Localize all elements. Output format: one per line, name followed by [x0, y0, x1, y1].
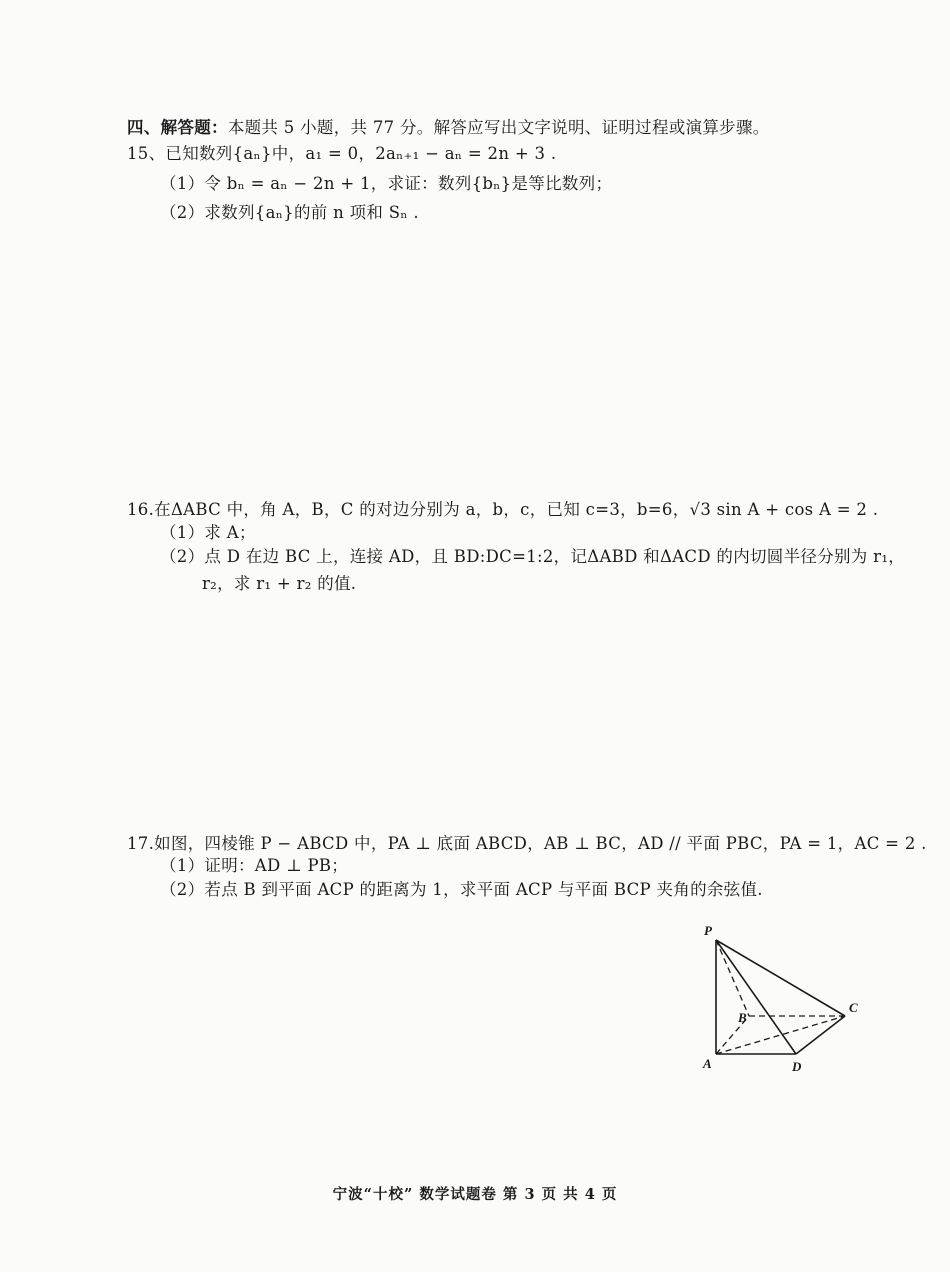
- q16-part1: （1）求 A；: [160, 523, 256, 542]
- label-b: B: [738, 1010, 747, 1025]
- label-d: D: [792, 1059, 802, 1074]
- q17-part2: （2）若点 B 到平面 ACP 的距离为 1，求平面 ACP 与平面 BCP 夹角的余弦值.: [160, 880, 763, 899]
- q15-stem: 15、已知数列{aₙ}中，a₁ = 0，2aₙ₊₁ − aₙ = 2n + 3 .: [127, 144, 557, 163]
- label-c: C: [849, 1000, 858, 1015]
- label-a: A: [703, 1056, 712, 1071]
- q15-part1: （1）令 bₙ = aₙ − 2n + 1，求证：数列{bₙ}是等比数列；: [160, 174, 613, 193]
- section-intro: 本题共 5 小题，共 77 分。解答应写出文字说明、证明过程或演算步骤。: [227, 118, 770, 137]
- q17-stem: 17.如图，四棱锥 P − ABCD 中，PA ⊥ 底面 ABCD，AB ⊥ BC，AD // 平面 PBC，PA = 1，AC = 2 .: [127, 834, 927, 853]
- section-header: [127, 114, 770, 138]
- q16-stem: 16.在ΔABC 中，角 A，B，C 的对边分别为 a，b，c，已知 c=3，b=6，√3 sin A + cos A = 2 .: [127, 500, 879, 519]
- page-footer: 宁波“十校” 数学试题卷 第 3 页 共 4 页: [332, 1186, 618, 1203]
- q16-part2-cont: r₂，求 r₁ + r₂ 的值.: [202, 574, 357, 593]
- q16-part2: （2）点 D 在边 BC 上，连接 AD，且 BD:DC=1:2，记ΔABD 和ΔACD 的内切圆半径分别为 r₁，: [160, 547, 906, 566]
- label-p: P: [704, 923, 712, 938]
- q15-part2: （2）求数列{aₙ}的前 n 项和 Sₙ .: [160, 203, 419, 222]
- q17-part1: （1）证明：AD ⊥ PB；: [160, 856, 349, 875]
- section-heading: 四、解答题：: [127, 118, 228, 137]
- pyramid-figure: [690, 915, 870, 1080]
